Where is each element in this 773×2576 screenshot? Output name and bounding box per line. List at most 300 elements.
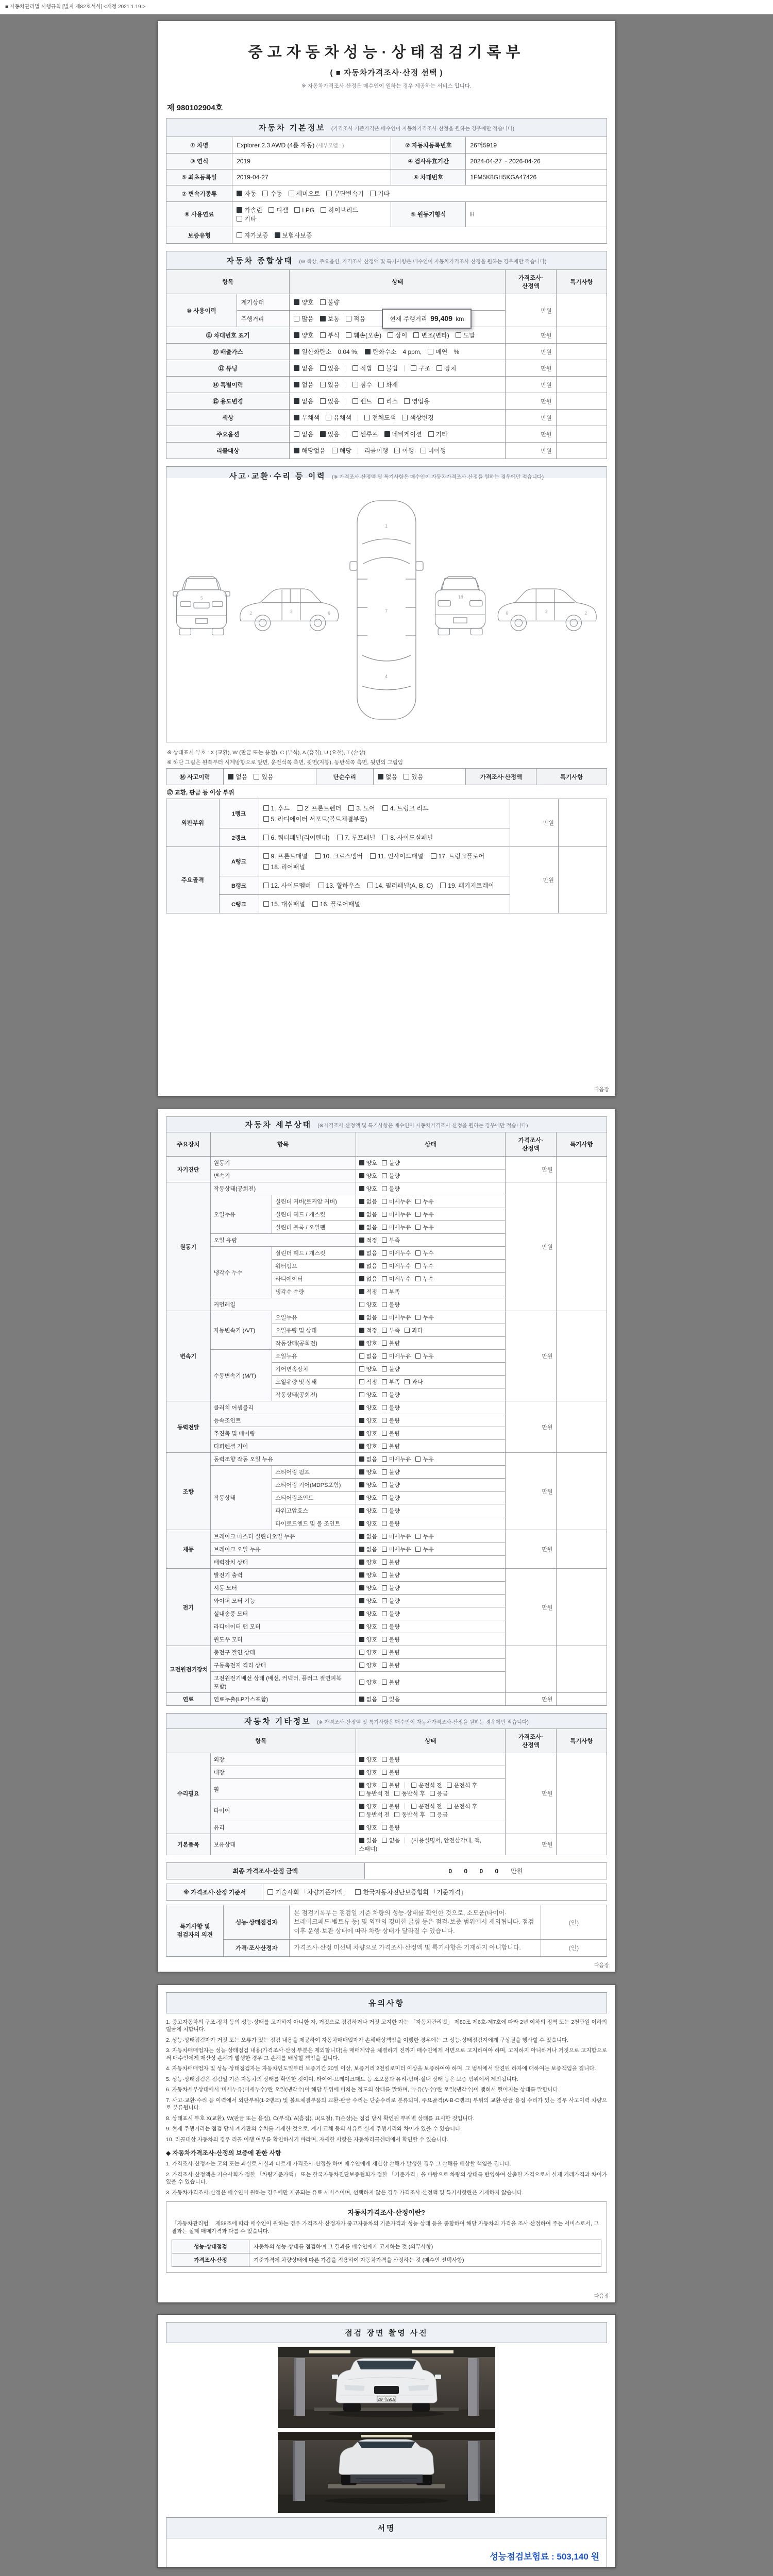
checkbox[interactable] [382, 1173, 387, 1178]
checkbox[interactable] [388, 332, 393, 338]
checkbox-option[interactable] [352, 430, 378, 438]
checkbox[interactable] [359, 1353, 364, 1359]
checkbox-option[interactable] [402, 413, 433, 422]
checkbox-option[interactable] [346, 314, 365, 323]
checkbox-checked[interactable] [237, 207, 242, 213]
checkbox[interactable] [415, 1353, 421, 1359]
checkbox-option[interactable] [447, 1781, 478, 1789]
checkbox[interactable] [267, 1889, 273, 1895]
checkbox[interactable] [382, 1783, 387, 1788]
checkbox[interactable] [355, 1889, 361, 1895]
checkbox-checked[interactable] [359, 1444, 364, 1449]
checkbox-option[interactable] [359, 1442, 377, 1450]
checkbox-option[interactable] [447, 1802, 478, 1810]
checkbox-checked[interactable] [359, 1637, 364, 1642]
checkbox[interactable] [394, 1812, 399, 1817]
checkbox-option[interactable] [430, 1810, 448, 1819]
checkbox[interactable] [378, 365, 384, 371]
checkbox[interactable] [382, 805, 388, 811]
checkbox[interactable] [237, 216, 242, 222]
checkbox-option[interactable] [415, 1313, 433, 1321]
checkbox-option[interactable] [382, 1223, 411, 1231]
checkbox-option[interactable] [359, 1571, 377, 1579]
checkbox[interactable] [415, 1263, 421, 1268]
checkbox-option[interactable] [359, 1416, 377, 1425]
checkbox-option[interactable] [359, 1365, 377, 1373]
checkbox-option[interactable] [436, 364, 456, 372]
checkbox-checked[interactable] [320, 431, 326, 437]
checkbox-option[interactable] [367, 881, 433, 890]
checkbox[interactable] [352, 431, 358, 437]
checkbox-checked[interactable] [359, 1160, 364, 1165]
checkbox-option[interactable] [312, 900, 360, 908]
checkbox-option[interactable] [382, 1416, 400, 1425]
checkbox-option[interactable] [359, 1678, 377, 1686]
checkbox[interactable] [352, 398, 358, 404]
checkbox-option[interactable] [404, 772, 423, 781]
checkbox-option[interactable] [405, 1326, 423, 1334]
checkbox-option[interactable] [359, 1326, 377, 1334]
checkbox[interactable] [413, 332, 419, 338]
checkbox-option[interactable] [359, 1352, 377, 1360]
checkbox-checked[interactable] [359, 1482, 364, 1487]
checkbox[interactable] [326, 191, 332, 196]
checkbox[interactable] [359, 1791, 364, 1796]
checkbox[interactable] [263, 816, 269, 822]
checkbox[interactable] [415, 1276, 421, 1281]
checkbox[interactable] [394, 448, 400, 453]
checkbox-option[interactable] [263, 815, 367, 823]
checkbox[interactable] [382, 1276, 387, 1281]
checkbox-option[interactable] [359, 1468, 377, 1476]
checkbox-option[interactable] [413, 331, 449, 340]
checkbox-option[interactable] [359, 1635, 377, 1643]
checkbox-option[interactable] [348, 804, 375, 812]
checkbox-option[interactable] [359, 1609, 377, 1618]
checkbox-option[interactable] [382, 1275, 411, 1283]
checkbox-option[interactable] [378, 380, 398, 389]
checkbox-option[interactable] [359, 1695, 377, 1703]
checkbox[interactable] [428, 431, 434, 437]
checkbox-option[interactable] [294, 430, 313, 438]
checkbox-option[interactable] [382, 1571, 400, 1579]
checkbox-option[interactable] [382, 1635, 400, 1643]
checkbox[interactable] [428, 349, 433, 354]
checkbox[interactable] [382, 1757, 387, 1762]
checkbox-option[interactable] [359, 1768, 377, 1776]
checkbox-option[interactable] [237, 231, 268, 240]
checkbox-option[interactable] [415, 1545, 433, 1553]
checkbox-option[interactable] [359, 1781, 377, 1789]
checkbox[interactable] [382, 1598, 387, 1603]
checkbox[interactable] [359, 1663, 364, 1668]
checkbox-option[interactable] [382, 1678, 400, 1686]
checkbox-option[interactable] [411, 1802, 442, 1810]
checkbox[interactable] [382, 1456, 387, 1462]
checkbox-checked[interactable] [359, 1173, 364, 1178]
checkbox-option[interactable] [359, 1262, 377, 1270]
checkbox[interactable] [382, 1250, 387, 1256]
checkbox-checked[interactable] [359, 1250, 364, 1256]
checkbox[interactable] [382, 1431, 387, 1436]
checkbox-option[interactable] [263, 862, 305, 871]
checkbox[interactable] [382, 1366, 387, 1371]
checkbox[interactable] [382, 1392, 387, 1397]
checkbox-option[interactable] [378, 364, 398, 372]
checkbox[interactable] [382, 1663, 387, 1668]
checkbox-option[interactable] [382, 1519, 400, 1528]
checkbox-checked[interactable] [294, 382, 299, 387]
checkbox[interactable] [294, 207, 300, 213]
checkbox[interactable] [294, 316, 299, 321]
checkbox-option[interactable] [359, 1481, 377, 1489]
checkbox[interactable] [456, 332, 461, 338]
checkbox-option[interactable] [382, 1468, 400, 1476]
checkbox[interactable] [382, 1302, 387, 1307]
checkbox-option[interactable] [411, 1781, 442, 1789]
checkbox[interactable] [370, 853, 376, 859]
checkbox[interactable] [312, 901, 318, 907]
checkbox-option[interactable] [254, 772, 273, 781]
checkbox-option[interactable] [268, 206, 288, 214]
checkbox[interactable] [382, 1199, 387, 1204]
checkbox[interactable] [359, 1680, 364, 1685]
checkbox[interactable] [359, 1302, 364, 1307]
checkbox[interactable] [382, 1680, 387, 1685]
checkbox-option[interactable] [370, 852, 424, 860]
checkbox[interactable] [382, 1611, 387, 1616]
checkbox[interactable] [405, 1379, 410, 1384]
checkbox-checked[interactable] [378, 774, 383, 779]
checkbox-option[interactable] [320, 364, 340, 372]
checkbox-option[interactable] [382, 1455, 411, 1463]
checkbox-checked[interactable] [359, 1212, 364, 1217]
checkbox-checked[interactable] [237, 191, 242, 196]
checkbox-option[interactable] [359, 1403, 377, 1412]
checkbox-option[interactable] [382, 1300, 400, 1309]
checkbox-option[interactable] [297, 804, 341, 812]
checkbox[interactable] [352, 365, 358, 371]
checkbox-option[interactable] [359, 1558, 377, 1566]
checkbox-checked[interactable] [359, 1560, 364, 1565]
checkbox[interactable] [421, 448, 426, 453]
checkbox[interactable] [415, 1534, 421, 1539]
checkbox-option[interactable] [394, 446, 414, 455]
checkbox-checked[interactable] [359, 1199, 364, 1204]
checkbox[interactable] [382, 1495, 387, 1500]
checkbox-option[interactable] [359, 1494, 377, 1502]
checkbox[interactable] [263, 835, 269, 840]
checkbox-option[interactable] [294, 364, 313, 372]
checkbox[interactable] [382, 1825, 387, 1830]
checkbox-option[interactable] [326, 189, 364, 198]
checkbox-option[interactable] [326, 413, 351, 422]
checkbox-checked[interactable] [359, 1186, 364, 1191]
checkbox[interactable] [382, 1585, 387, 1590]
checkbox[interactable] [402, 415, 408, 420]
checkbox-option[interactable] [378, 397, 398, 405]
checkbox-checked[interactable] [359, 1770, 364, 1775]
checkbox-option[interactable] [332, 446, 351, 455]
checkbox-option[interactable] [359, 1313, 377, 1321]
checkbox-option[interactable] [352, 364, 372, 372]
signature-area[interactable] [166, 2538, 607, 2568]
checkbox[interactable] [378, 398, 384, 404]
checkbox-option[interactable] [382, 1210, 411, 1218]
checkbox-option[interactable] [352, 380, 372, 389]
checkbox-checked[interactable] [359, 1783, 364, 1788]
checkbox-checked[interactable] [359, 1263, 364, 1268]
checkbox[interactable] [320, 382, 326, 387]
checkbox-option[interactable] [359, 1545, 377, 1553]
checkbox-option[interactable] [275, 231, 312, 240]
checkbox[interactable] [382, 1444, 387, 1449]
checkbox-checked[interactable] [359, 1341, 364, 1346]
checkbox[interactable] [382, 1547, 387, 1552]
checkbox-option[interactable] [263, 833, 330, 842]
checkbox-option[interactable] [428, 430, 448, 438]
checkbox[interactable] [382, 1379, 387, 1384]
checkbox[interactable] [382, 1650, 387, 1655]
checkbox-option[interactable] [359, 1823, 377, 1832]
checkbox[interactable] [382, 1560, 387, 1565]
checkbox[interactable] [430, 1812, 435, 1817]
checkbox[interactable] [382, 1770, 387, 1775]
checkbox[interactable] [370, 191, 376, 196]
checkbox-option[interactable] [359, 1249, 377, 1257]
checkbox[interactable] [382, 1212, 387, 1217]
checkbox[interactable] [404, 398, 410, 404]
checkbox[interactable] [382, 1508, 387, 1513]
checkbox-option[interactable] [263, 900, 305, 908]
checkbox-option[interactable] [382, 1802, 400, 1810]
checkbox-option[interactable] [294, 207, 314, 214]
checkbox[interactable] [415, 1315, 421, 1320]
checkbox-option[interactable] [359, 1789, 390, 1798]
checkbox[interactable] [382, 1238, 387, 1243]
checkbox-checked[interactable] [359, 1598, 364, 1603]
checkbox-checked[interactable] [294, 365, 299, 371]
checkbox[interactable] [348, 805, 354, 811]
checkbox-option[interactable] [294, 314, 313, 323]
checkbox-option[interactable] [359, 1584, 377, 1592]
checkbox[interactable] [359, 1812, 364, 1817]
checkbox[interactable] [394, 1791, 399, 1796]
checkbox-checked[interactable] [359, 1405, 364, 1410]
checkbox-option[interactable] [359, 1210, 377, 1218]
checkbox-option[interactable] [352, 397, 372, 405]
checkbox-checked[interactable] [359, 1225, 364, 1230]
checkbox[interactable] [263, 853, 269, 859]
checkbox-option[interactable] [355, 1888, 466, 1896]
checkbox-option[interactable] [394, 1789, 425, 1798]
checkbox-option[interactable] [294, 298, 313, 307]
checkbox-option[interactable] [359, 1597, 377, 1605]
checkbox-option[interactable] [382, 1532, 411, 1540]
checkbox-option[interactable] [359, 1532, 377, 1540]
checkbox[interactable] [382, 1521, 387, 1526]
checkbox-option[interactable] [228, 772, 247, 781]
checkbox[interactable] [326, 415, 331, 420]
checkbox-option[interactable] [315, 852, 363, 860]
checkbox-option[interactable] [382, 1403, 400, 1412]
checkbox-option[interactable] [359, 1519, 377, 1528]
checkbox[interactable] [254, 774, 259, 779]
checkbox-option[interactable] [382, 1429, 400, 1437]
checkbox[interactable] [382, 1289, 387, 1294]
checkbox-checked[interactable] [359, 1418, 364, 1423]
checkbox[interactable] [346, 332, 351, 338]
checkbox[interactable] [382, 1804, 387, 1809]
checkbox-option[interactable] [382, 1326, 400, 1334]
checkbox-option[interactable] [359, 1300, 377, 1309]
checkbox-checked[interactable] [359, 1238, 364, 1243]
checkbox-option[interactable] [384, 430, 422, 438]
checkbox-checked[interactable] [275, 232, 280, 238]
checkbox-option[interactable] [382, 1159, 400, 1167]
checkbox[interactable] [415, 1199, 421, 1204]
checkbox-option[interactable] [382, 1545, 411, 1553]
checkbox[interactable] [382, 1418, 387, 1423]
checkbox[interactable] [359, 1379, 364, 1384]
checkbox-option[interactable] [431, 852, 485, 860]
checkbox-option[interactable] [382, 1506, 400, 1515]
checkbox-checked[interactable] [359, 1697, 364, 1702]
checkbox-checked[interactable] [359, 1456, 364, 1462]
checkbox-option[interactable] [382, 1609, 400, 1618]
checkbox-option[interactable] [294, 446, 325, 455]
checkbox-option[interactable] [359, 1184, 377, 1193]
checkbox[interactable] [404, 774, 409, 779]
checkbox-option[interactable] [320, 331, 340, 340]
checkbox-option[interactable] [359, 1802, 377, 1810]
checkbox-option[interactable] [415, 1210, 433, 1218]
checkbox-option[interactable] [321, 206, 358, 214]
checkbox-option[interactable] [382, 1494, 400, 1502]
checkbox-checked[interactable] [359, 1495, 364, 1500]
checkbox-option[interactable] [456, 331, 475, 340]
checkbox[interactable] [263, 883, 269, 888]
checkbox[interactable] [382, 1572, 387, 1578]
checkbox-option[interactable] [359, 1287, 377, 1296]
checkbox-option[interactable] [382, 1622, 400, 1631]
checkbox-option[interactable] [359, 1172, 377, 1180]
checkbox-option[interactable] [294, 397, 313, 405]
checkbox[interactable] [337, 835, 343, 840]
checkbox-option[interactable] [237, 189, 256, 198]
checkbox-option[interactable] [359, 1622, 377, 1631]
checkbox[interactable] [415, 1250, 421, 1256]
checkbox[interactable] [262, 191, 268, 196]
checkbox[interactable] [320, 365, 326, 371]
checkbox-option[interactable] [364, 413, 396, 422]
checkbox[interactable] [359, 1392, 364, 1397]
checkbox-option[interactable] [263, 881, 311, 890]
checkbox[interactable] [382, 1637, 387, 1642]
checkbox-option[interactable] [294, 331, 313, 340]
checkbox-option[interactable] [320, 298, 340, 307]
checkbox[interactable] [352, 382, 358, 387]
checkbox[interactable] [411, 365, 416, 371]
checkbox[interactable] [431, 853, 436, 859]
checkbox-option[interactable] [428, 347, 447, 356]
checkbox-option[interactable] [382, 1352, 411, 1360]
checkbox-option[interactable] [382, 1249, 411, 1257]
checkbox-option[interactable] [382, 1755, 400, 1764]
checkbox-option[interactable] [359, 1661, 377, 1669]
checkbox-option[interactable] [359, 1810, 390, 1819]
checkbox-option[interactable] [382, 1184, 400, 1193]
checkbox-option[interactable] [320, 314, 340, 323]
checkbox-option[interactable] [382, 1391, 400, 1399]
checkbox[interactable] [415, 1456, 421, 1462]
checkbox[interactable] [297, 805, 303, 811]
checkbox[interactable] [346, 316, 351, 321]
checkbox-option[interactable] [382, 804, 429, 812]
checkbox-option[interactable] [382, 1768, 400, 1776]
checkbox-option[interactable] [320, 397, 340, 405]
checkbox[interactable] [289, 191, 294, 196]
checkbox-checked[interactable] [320, 316, 326, 321]
checkbox-option[interactable] [378, 772, 397, 781]
checkbox-option[interactable] [388, 331, 407, 340]
checkbox-option[interactable] [404, 397, 430, 405]
checkbox-checked[interactable] [359, 1508, 364, 1513]
checkbox-option[interactable] [382, 1339, 400, 1347]
checkbox-option[interactable] [440, 881, 494, 890]
checkbox-option[interactable] [346, 331, 381, 340]
checkbox[interactable] [411, 1804, 416, 1809]
checkbox[interactable] [415, 1212, 421, 1217]
checkbox[interactable] [382, 835, 388, 840]
checkbox-option[interactable] [430, 1789, 448, 1798]
checkbox-option[interactable] [415, 1352, 433, 1360]
checkbox-checked[interactable] [359, 1825, 364, 1830]
checkbox-option[interactable] [359, 1506, 377, 1515]
checkbox[interactable] [382, 1534, 387, 1539]
checkbox-checked[interactable] [294, 398, 299, 404]
checkbox-checked[interactable] [359, 1276, 364, 1281]
checkbox-checked[interactable] [359, 1469, 364, 1475]
checkbox[interactable] [318, 883, 324, 888]
checkbox-option[interactable] [382, 1262, 411, 1270]
checkbox-option[interactable] [415, 1262, 433, 1270]
checkbox-option[interactable] [370, 189, 390, 198]
checkbox-checked[interactable] [384, 431, 390, 437]
checkbox[interactable] [382, 1341, 387, 1346]
checkbox-option[interactable] [359, 1391, 377, 1399]
checkbox[interactable] [378, 382, 384, 387]
checkbox-option[interactable] [294, 347, 331, 356]
checkbox-option[interactable] [415, 1275, 433, 1283]
checkbox-option[interactable] [359, 1378, 377, 1386]
checkbox[interactable] [382, 1838, 387, 1843]
checkbox-option[interactable] [382, 1823, 400, 1832]
checkbox-option[interactable] [382, 1287, 400, 1296]
checkbox[interactable] [367, 883, 373, 888]
checkbox-option[interactable] [263, 804, 290, 812]
checkbox-option[interactable] [394, 1810, 425, 1819]
checkbox[interactable] [382, 1353, 387, 1359]
checkbox[interactable] [320, 332, 326, 338]
checkbox[interactable] [321, 207, 326, 213]
checkbox-option[interactable] [382, 1442, 400, 1450]
checkbox-option[interactable] [382, 1313, 411, 1321]
checkbox-option[interactable] [382, 1648, 400, 1656]
checkbox-option[interactable] [382, 1378, 400, 1386]
checkbox-option[interactable] [382, 1481, 400, 1489]
checkbox[interactable] [447, 1783, 452, 1788]
